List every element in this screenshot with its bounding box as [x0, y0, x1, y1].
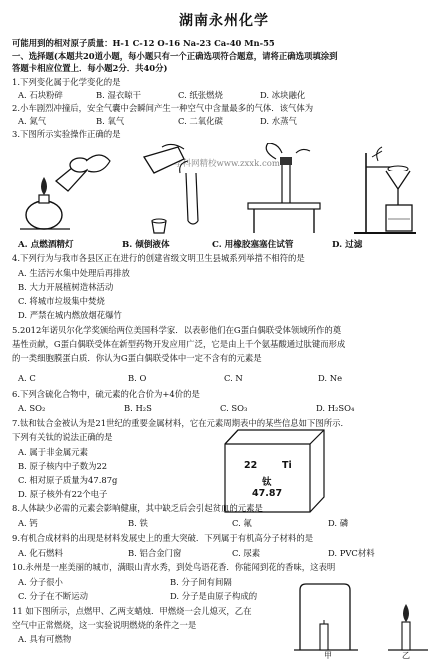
q4-option-c: C. 将城市垃圾集中焚烧	[18, 296, 105, 306]
watermark: 学科网精校www.zxxk.com	[174, 159, 280, 169]
q1-option-a: A. 石块粉碎	[18, 90, 63, 100]
q1-options	[18, 90, 438, 101]
element-name: 钛	[262, 477, 272, 488]
q7-option-d: D. 原子核外有22个电子	[18, 489, 108, 499]
q9-option-c: C. 尿素	[232, 548, 261, 558]
candle-label-yi: 乙	[402, 651, 410, 660]
q2-option-c: C. 二氧化碳	[178, 116, 223, 126]
q1-option-c: C. 纸张燃烧	[178, 90, 223, 100]
q11-stem-line2: 空气中正常燃烧，这一实验说明燃烧的条件之一是	[12, 620, 197, 630]
stopper-test-tube-illustration	[248, 143, 320, 233]
q10-option-a: A. 分子很小	[18, 577, 63, 587]
q5-stem-line2: 基性贡献，G蛋白偶联受体在新型药物开发应用广泛，它是由上千个氨基酸通过肽键而形成	[12, 339, 346, 349]
q3-caption-d: D. 过滤	[332, 240, 363, 250]
q5-options	[18, 373, 438, 384]
alcohol-lamp-illustration	[20, 155, 110, 229]
q9-options	[18, 548, 438, 559]
q8-option-c: C. 氟	[232, 518, 252, 528]
q6-stem: 6.下列含硫化合物中，硫元素的化合价为+4价的是	[12, 389, 200, 399]
q9-stem: 9.有机合成材料的出现是材料发展史上的重大突破．下列属于有机高分子材料的是	[12, 533, 314, 543]
q1-stem: 1.下列变化属于化学变化的是	[12, 77, 121, 87]
section-heading-line2: 答题卡相应位置上．每小题2分．共40分)	[12, 63, 168, 73]
candle-yi	[388, 604, 428, 650]
q6-option-a: A. SO₂	[18, 403, 46, 413]
q10-option-d: D. 分子是由原子构成的	[170, 591, 258, 601]
q6-options	[18, 403, 438, 414]
titanium-element-card	[224, 429, 325, 513]
q1-option-d: D. 冰块融化	[260, 90, 306, 100]
q3-caption-a: A. 点燃酒精灯	[18, 240, 74, 250]
candles-illustration	[288, 580, 438, 656]
page-title: 湖南永州化学	[179, 13, 269, 29]
element-symbol: Ti	[282, 460, 292, 471]
q10-option-b: B. 分子间有间隔	[170, 577, 232, 587]
q8-stem: 8.人体缺少必需的元素会影响健康，其中缺乏后会引起贫血的元素是	[12, 503, 263, 513]
q7-stem-line1: 7.钛和钛合金被认为是21世纪的重要金属材料，它在元素周期表中的某些信息如下图所示．	[12, 418, 349, 428]
q2-options	[18, 116, 438, 127]
q2-stem: 2.小车剧烈冲撞后，安全气囊中会瞬间产生一种空气中含量最多的气体．该气体为	[12, 103, 314, 113]
q10-stem: 10.永州是一座美丽的城市，满眼山青水秀，到处鸟语花香．你能闻到花的香味，这表明	[12, 562, 336, 572]
q6-option-b: B. H₂S	[124, 403, 152, 413]
q3-caption-c: C. 用橡胶塞塞住试管	[212, 240, 294, 250]
q8-options	[18, 518, 438, 529]
q5-option-a: A. C	[18, 373, 36, 383]
q9-option-b: B. 铝合金门窗	[128, 548, 182, 558]
q6-option-d: D. H₂SO₄	[316, 403, 355, 413]
element-number: 22	[244, 460, 258, 471]
q9-option-d: D. PVC材料	[328, 548, 375, 558]
pouring-liquid-illustration	[144, 144, 198, 233]
q5-option-c: C. N	[224, 373, 243, 383]
q8-option-d: D. 磷	[328, 518, 349, 528]
element-card-frame	[224, 429, 325, 513]
q7-option-b: B. 原子核内中子数为22	[18, 461, 108, 471]
candle-label-jia: 甲	[324, 651, 332, 660]
q2-option-a: A. 氮气	[18, 116, 47, 126]
q9-option-a: A. 化石燃料	[18, 548, 63, 558]
section-heading-line1: 一、选择题(本题共20道小题，每小题只有一个正确选项符合题意，请将正确选项填涂到	[12, 51, 338, 61]
element-mass: 47.87	[252, 488, 283, 499]
q4-option-d: D. 严禁在城内燃放烟花爆竹	[18, 310, 122, 320]
q7-option-a: A. 属于非金属元素	[18, 447, 88, 457]
q3-stem: 3.下图所示实验操作正确的是	[12, 129, 121, 139]
q4-stem: 4.下列行为与我市各县区正在进行的创建省级文明卫生县城系列举措不相符的是	[12, 253, 305, 263]
q4-option-b: B. 大力开展植树造林活动	[18, 282, 114, 292]
q8-option-b: B. 铁	[128, 518, 148, 528]
q5-option-b: B. O	[128, 373, 147, 383]
q5-stem-line1: 5.2012年诺贝尔化学奖颁给两位美国科学家．以表彰他们在G蛋白偶联受体领域所作的奠	[12, 325, 342, 335]
atomic-masses: 可能用到的相对原子质量：H-1 C-12 O-16 Na-23 Ca-40 Mn-55	[12, 38, 275, 48]
q8-option-a: A. 钙	[18, 518, 38, 528]
q7-option-c: C. 相对原子质量为47.87g	[18, 475, 118, 485]
q11-option-a: A. 具有可燃物	[18, 634, 72, 644]
q1-option-b: B. 湿衣晾干	[96, 90, 141, 100]
filtration-illustration	[354, 147, 416, 233]
q5-stem-line3: 的一类细胞膜蛋白质．你认为G蛋白偶联受体中一定不含有的元素是	[12, 353, 262, 363]
q5-option-d: D. Ne	[318, 373, 343, 383]
candle-jia	[294, 584, 358, 650]
q3-caption-b: B. 倾倒液体	[122, 240, 170, 250]
q7-stem-line2: 下列有关钛的说法正确的是	[12, 432, 113, 442]
q4-option-a: A. 生活污水集中处理后再排放	[18, 268, 130, 278]
q2-option-b: B. 氧气	[96, 116, 125, 126]
q3-lab-illustrations	[14, 143, 434, 241]
q2-option-d: D. 水蒸气	[260, 116, 297, 126]
q10-option-c: C. 分子在不断运动	[18, 591, 89, 601]
q11-stem-line1: 11 如下图所示，点燃甲、乙两支蜡烛．甲燃烧一会儿熄灭，乙在	[12, 606, 252, 616]
q6-option-c: C. SO₃	[220, 403, 248, 413]
